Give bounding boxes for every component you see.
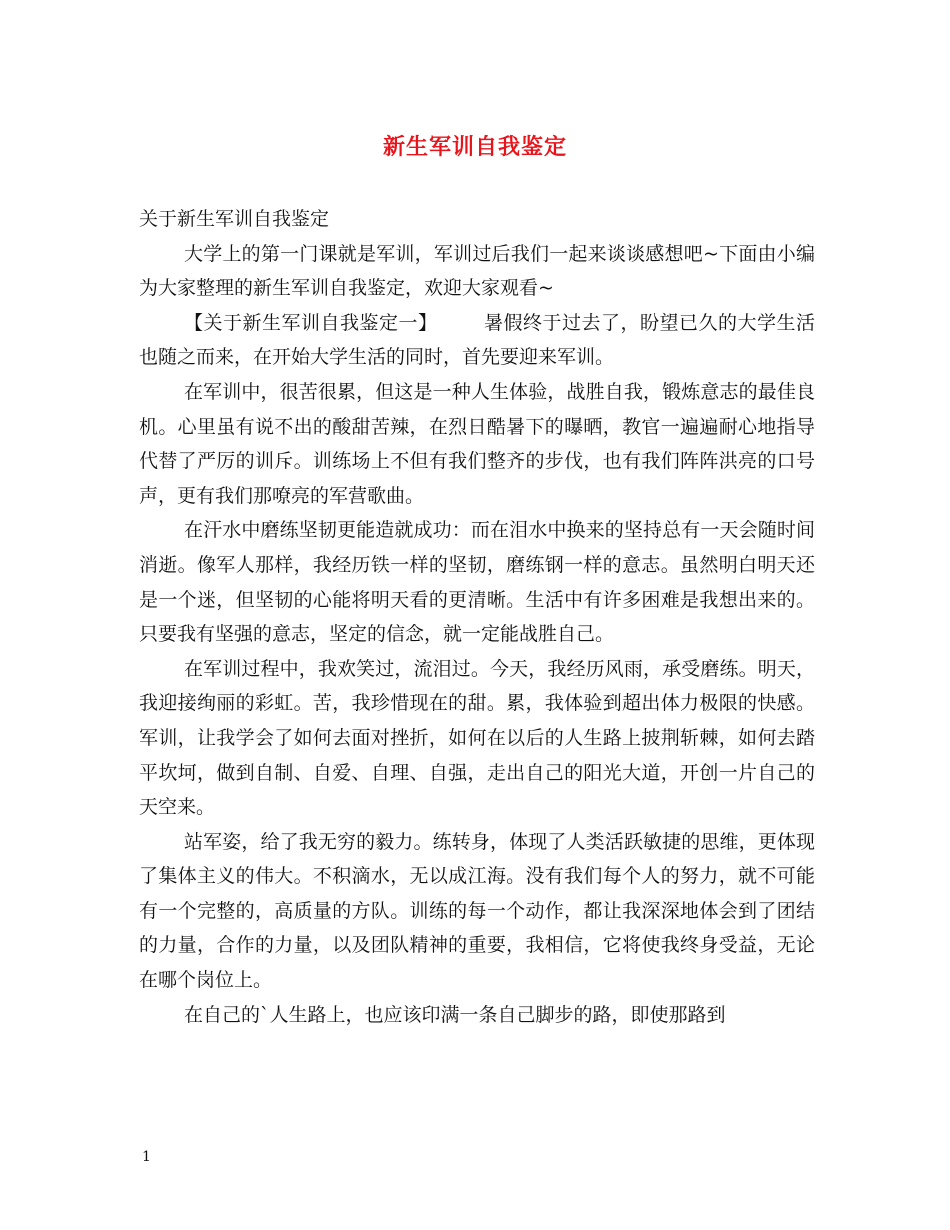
page-number: 1 xyxy=(142,1149,151,1165)
body-paragraph: 在军训中，很苦很累，但这是一种人生体验，战胜自我，锻炼意志的最佳良机。心里虽有说不出的酸甜苦辣，在烈日酷暑下的曝晒，教官一遍遍耐心地指导代替了严厉的训斥。训练场上不但有我们整齐的步伐，也有我们阵阵洪亮的口号声，更有我们那嘹亮的军营歌曲。 xyxy=(139,380,815,507)
section-heading: 【关于新生军训自我鉴定一】 xyxy=(184,311,438,334)
section-first-paragraph xyxy=(139,306,815,375)
document-subtitle: 关于新生军训自我鉴定 xyxy=(139,208,330,230)
body-paragraph: 在汗水中磨练坚韧更能造就成功：而在泪水中换来的坚持总有一天会随时间消逝。像军人那样，我经历铁一样的坚韧，磨练钢一样的意志。虽然明白明天还是一个迷，但坚韧的心能将明天看的更清晰。生活中有许多困难是我想出来的。只要我有坚强的意志，坚定的信念，就一定能战胜自己。 xyxy=(139,519,815,646)
document-body xyxy=(139,202,815,1032)
document-title: 新生军训自我鉴定 xyxy=(382,134,567,160)
body-paragraph: 在自己的`人生路上，也应该印满一条自己脚步的路，即使那路到 xyxy=(184,1003,726,1026)
section-first-text: 暑假终于过去了，盼望已久的大学生活也随之而来，在开始大学生活的同时，首先要迎来军训。 xyxy=(139,311,815,369)
body-paragraph: 在军训过程中，我欢笑过，流泪过。今天，我经历风雨，承受磨练。明天，我迎接绚丽的彩虹。苦，我珍惜现在的甜。累，我体验到超出体力极限的快感。军训，让我学会了如何去面对挫折，如何在以后的人生路上披荆斩棘，如何去踏平坎坷，做到自制、自爱、自理、自强，走出自己的阳光大道，开创一片自己的天空来。 xyxy=(139,657,815,819)
body-paragraph: 站军姿，给了我无穷的毅力。练转身，体现了人类活跃敏捷的思维，更体现了集体主义的伟大。不积滴水，无以成江海。没有我们每个人的努力，就不可能有一个完整的，高质量的方队。训练的每一个动作，都让我深深地体会到了团结的力量，合作的力量，以及团队精神的重要，我相信，它将使我终身受益，无论在哪个岗位上。 xyxy=(139,830,815,992)
intro-paragraph: 大学上的第一门课就是军训，军训过后我们一起来谈谈感想吧~下面由小编为大家整理的新生军训自我鉴定，欢迎大家观看~ xyxy=(139,242,815,300)
